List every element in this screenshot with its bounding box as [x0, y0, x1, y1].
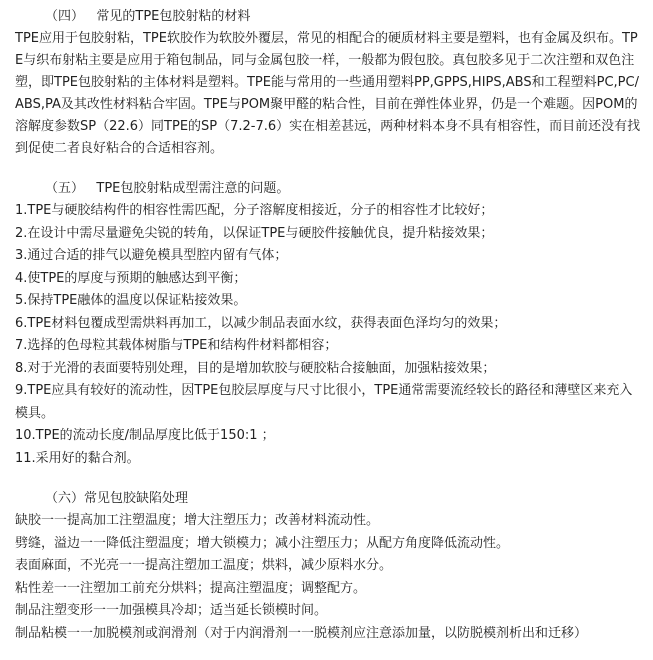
section-common-materials [15, 6, 645, 160]
section-molding-notes [15, 178, 645, 470]
list-item: 4.使TPE的厚度与预期的触感达到平衡； [15, 270, 247, 286]
list-item: 6.TPE材料包覆成型需烘料再加工，以减少制品表面水纹，获得表面色泽均匀的效果； [15, 315, 507, 331]
list-item: 5.保持TPE融体的温度以保证粘接效果。 [15, 293, 247, 308]
list-item: 2.在设计中需尽量避免尖锐的转角，以保证TPE与硬胶件接触优良，提升粘接效果； [15, 225, 494, 241]
list-item: 缺胶一一提高加工注塑温度；增大注塑压力；改善材料流动性。 [15, 513, 380, 528]
list-item: 10.TPE的流动长度/制品厚度比低于150:1 ； [15, 428, 275, 443]
list-item: 3.通过合适的排气以避免模具型腔内留有气体； [15, 248, 288, 263]
list-item: 7.选择的色母粒其载体树脂与TPE和结构件材料都相容； [15, 338, 338, 353]
list-item: 表面麻面，不光亮一一提高注塑加工温度；烘料，减少原料水分。 [15, 558, 393, 573]
list-item: 制品注塑变形一一加强模具冷却；适当延长锁模时间。 [15, 603, 328, 618]
section-defect-handling [15, 488, 645, 645]
section-paragraph: TPE应用于包胶射粘，TPE软胶作为软胶外覆层，常见的相配合的硬质材料主要是塑料，也有金属及织布。TPE与织布射粘主要是应用于箱包制品，同与金属包胶一样，一般都为假包胶。真包胶多见于二次注塑和双色注塑，即TPE包胶射粘的主体材料是塑料。TPE能与常用的一些通用塑料PP,GPPS,HIPS,ABS和工程塑料PC,PC/ABS,PA及其改性材料粘合牢固。TPE与POM聚甲醛的粘合性，目前在弹性体业界，仍是一个难题。因POM的溶解度参数SP（22.6）同TPE的SP（7.2-7.6）实在相差甚远，两种材料本身不具有相容性，而目前还没有找到促使二者良好粘合的合适相容剂。 [15, 31, 641, 156]
list-item: 11.采用好的黏合剂。 [15, 450, 140, 466]
list-item: 制品粘模一一加脱模剂或润滑剂（对于内润滑剂一一脱模剂应注意添加量，以防脱模剂析出和迁移） [15, 625, 588, 641]
section-heading: （四） 常见的TPE包胶射粘的材料 [45, 9, 251, 24]
list-item: 1.TPE与硬胶结构件的相容性需匹配，分子溶解度相接近，分子的相容性才比较好； [15, 203, 494, 218]
section-heading: （六）常见包胶缺陷处理 [45, 491, 189, 506]
list-item: 劈缝，溢边一一降低注塑温度；增大锁模力；减小注塑压力；从配方角度降低流动性。 [15, 535, 510, 551]
list-item: 粘性差一一注塑加工前充分烘料；提高注塑温度；调整配方。 [15, 580, 367, 596]
list-item: 8.对于光滑的表面要特别处理，目的是增加软胶与硬胶粘合接触面，加强粘接效果； [15, 360, 496, 376]
section-heading: （五） TPE包胶射粘成型需注意的问题。 [45, 181, 290, 196]
list-item: 9.TPE应具有较好的流动性，因TPE包胶层厚度与尺寸比很小，TPE通常需要流经较长的路径和薄壁区来充入模具。 [15, 383, 633, 421]
